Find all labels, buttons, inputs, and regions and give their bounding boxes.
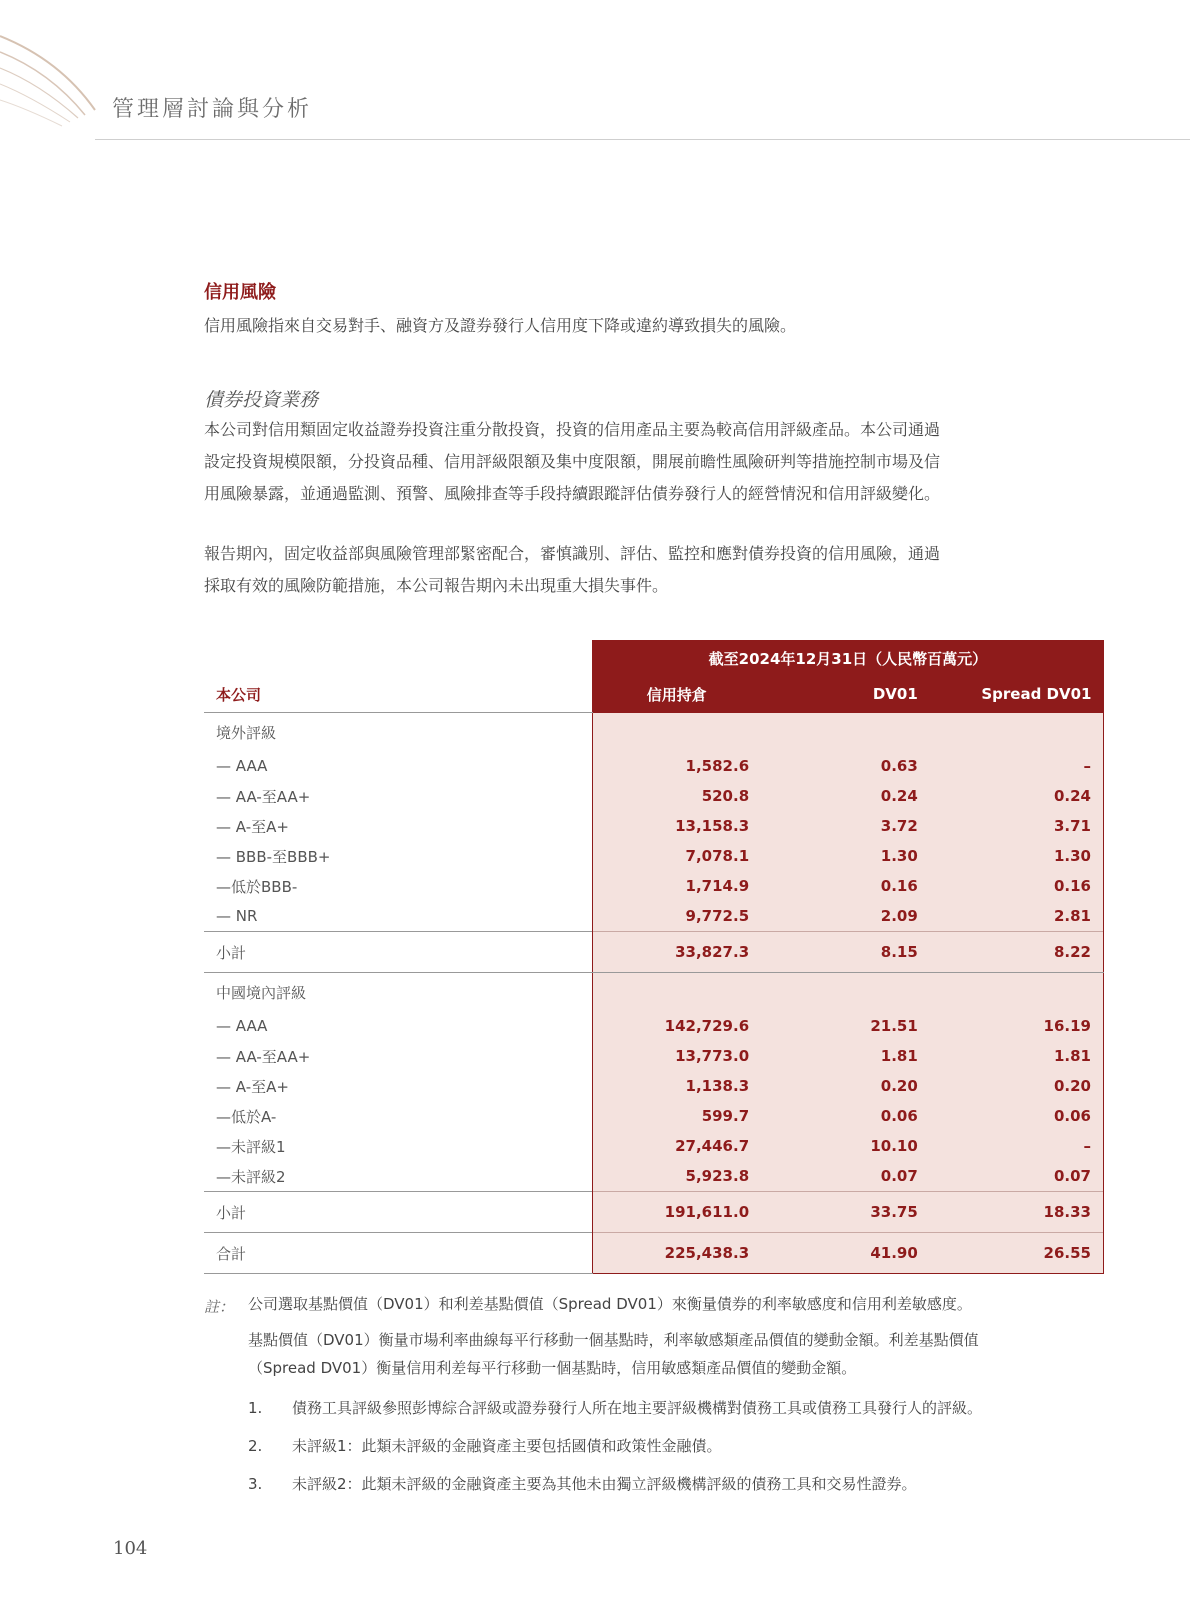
table-row xyxy=(204,871,1104,901)
cell-spread-dv01: 0.20 xyxy=(930,1071,1104,1101)
cell-dv01: 21.51 xyxy=(761,1011,930,1041)
cell-dv01: 0.63 xyxy=(761,751,930,781)
column-header-dv01: DV01 xyxy=(761,676,930,713)
header-divider xyxy=(95,139,1190,140)
cell-credit-position: 1,582.6 xyxy=(592,751,761,781)
cell-dv01: 0.07 xyxy=(761,1161,930,1192)
table-row xyxy=(204,1011,1104,1041)
cell-dv01: 2.09 xyxy=(761,901,930,932)
subsection-paragraph-1 xyxy=(204,414,1104,510)
cell-spread-dv01: 8.22 xyxy=(930,932,1104,973)
table-period-header: 截至2024年12月31日（人民幣百萬元） xyxy=(592,640,1103,676)
cell-credit-position: 520.8 xyxy=(592,781,761,811)
cell-spread-dv01: 0.16 xyxy=(930,871,1104,901)
cell-spread-dv01: – xyxy=(930,751,1104,781)
row-label: — AAA xyxy=(216,1017,268,1035)
note-number: 2. xyxy=(248,1437,263,1455)
cell-credit-position: 1,714.9 xyxy=(592,871,761,901)
table-row xyxy=(204,1161,1104,1192)
row-label: —未評級1 xyxy=(216,1137,286,1156)
cell-spread-dv01: 0.06 xyxy=(930,1101,1104,1131)
table-row xyxy=(204,1101,1104,1131)
table-row xyxy=(204,781,1104,811)
row-label: — AA-至AA+ xyxy=(216,787,311,806)
cell-dv01: 3.72 xyxy=(761,811,930,841)
cell-credit-position: 599.7 xyxy=(592,1101,761,1131)
cell-spread-dv01: 0.07 xyxy=(930,1161,1104,1192)
group-label-domestic: 中國境內評級 xyxy=(216,983,307,1002)
page-number: 104 xyxy=(113,1538,148,1559)
row-label: — A-至A+ xyxy=(216,1077,289,1096)
table-row xyxy=(204,1071,1104,1101)
cell-spread-dv01: 2.81 xyxy=(930,901,1104,932)
paragraph-line: 設定投資規模限額，分投資品種、信用評級限額及集中度限額，開展前瞻性風險研判等措施控制市場及信 xyxy=(204,452,941,471)
paragraph-line: 報告期內，固定收益部與風險管理部緊密配合，審慎識別、評估、監控和應對債券投資的信用風險，通過 xyxy=(204,544,941,563)
note-line: （Spread DV01）衡量信用利差每平行移動一個基點時，信用敏感類產品價值的變動金額。 xyxy=(248,1359,857,1377)
credit-exposure-table xyxy=(204,640,1104,1274)
row-label: — AA-至AA+ xyxy=(216,1047,311,1066)
cell-credit-position: 13,773.0 xyxy=(592,1041,761,1071)
cell-dv01: 41.90 xyxy=(761,1233,930,1274)
cell-dv01: 1.81 xyxy=(761,1041,930,1071)
page-header-title: 管理層討論與分析 xyxy=(112,97,313,122)
cell-credit-position: 142,729.6 xyxy=(592,1011,761,1041)
cell-credit-position: 225,438.3 xyxy=(592,1233,761,1274)
subtotal-label: 小計 xyxy=(204,1192,592,1233)
cell-spread-dv01: 16.19 xyxy=(930,1011,1104,1041)
cell-dv01: 1.30 xyxy=(761,841,930,871)
subtotal-row xyxy=(204,1192,1104,1233)
cell-spread-dv01: 18.33 xyxy=(930,1192,1104,1233)
section-title: 信用風險 xyxy=(204,282,276,303)
cell-credit-position: 13,158.3 xyxy=(592,811,761,841)
column-header-credit-position: 信用持倉 xyxy=(592,676,761,713)
cell-credit-position: 27,446.7 xyxy=(592,1131,761,1161)
cell-credit-position: 33,827.3 xyxy=(592,932,761,973)
cell-credit-position: 5,923.8 xyxy=(592,1161,761,1192)
cell-dv01: 8.15 xyxy=(761,932,930,973)
total-row xyxy=(204,1233,1104,1274)
table-row xyxy=(204,901,1104,932)
subtotal-label: 小計 xyxy=(204,932,592,973)
cell-dv01: 10.10 xyxy=(761,1131,930,1161)
cell-spread-dv01: – xyxy=(930,1131,1104,1161)
cell-dv01: 33.75 xyxy=(761,1192,930,1233)
row-label: —未評級2 xyxy=(216,1167,286,1186)
header-arc-decoration xyxy=(0,0,120,150)
row-label: —低於A- xyxy=(216,1107,277,1126)
cell-spread-dv01: 1.81 xyxy=(930,1041,1104,1071)
group-label-overseas: 境外評級 xyxy=(216,723,277,742)
table-company-label: 本公司 xyxy=(204,676,592,713)
table-row xyxy=(204,751,1104,781)
row-label: — A-至A+ xyxy=(216,817,289,836)
total-label: 合計 xyxy=(204,1233,592,1274)
note-text: 未評級2：此類未評級的金融資產主要為其他未由獨立評級機構評級的債務工具和交易性證券。 xyxy=(292,1475,917,1493)
row-label: — AAA xyxy=(216,757,268,775)
cell-spread-dv01: 0.24 xyxy=(930,781,1104,811)
subtotal-row xyxy=(204,932,1104,973)
row-label: — NR xyxy=(216,907,258,925)
cell-dv01: 0.24 xyxy=(761,781,930,811)
row-label: — BBB-至BBB+ xyxy=(216,847,331,866)
cell-dv01: 0.16 xyxy=(761,871,930,901)
cell-spread-dv01: 3.71 xyxy=(930,811,1104,841)
note-text: 債務工具評級參照彭博綜合評級或證券發行人所在地主要評級機構對債務工具或債務工具發行人的評級。 xyxy=(292,1399,983,1417)
cell-spread-dv01: 26.55 xyxy=(930,1233,1104,1274)
note-number: 3. xyxy=(248,1475,263,1493)
paragraph-line: 用風險暴露，並通過監測、預警、風險排查等手段持續跟蹤評估債券發行人的經營情況和信用評級變化。 xyxy=(204,484,941,503)
cell-dv01: 0.06 xyxy=(761,1101,930,1131)
subsection-paragraph-2 xyxy=(204,538,1104,602)
paragraph-line: 採取有效的風險防範措施，本公司報告期內未出現重大損失事件。 xyxy=(204,576,669,595)
paragraph-line: 本公司對信用類固定收益證券投資注重分散投資，投資的信用產品主要為較高信用評級產品。本公司通過 xyxy=(204,420,941,439)
notes-label: 註： xyxy=(204,1298,235,1316)
subsection-title: 債券投資業務 xyxy=(204,389,319,411)
cell-credit-position: 7,078.1 xyxy=(592,841,761,871)
cell-dv01: 0.20 xyxy=(761,1071,930,1101)
cell-spread-dv01: 1.30 xyxy=(930,841,1104,871)
note-text: 未評級1：此類未評級的金融資產主要包括國債和政策性金融債。 xyxy=(292,1437,722,1455)
section-intro: 信用風險指來自交易對手、融資方及證券發行人信用度下降或違約導致損失的風險。 xyxy=(204,316,797,335)
cell-credit-position: 1,138.3 xyxy=(592,1071,761,1101)
cell-credit-position: 9,772.5 xyxy=(592,901,761,932)
note-line: 公司選取基點價值（DV01）和利差基點價值（Spread DV01）來衡量債券的利率敏感度和信用利差敏感度。 xyxy=(248,1295,972,1313)
note-line: 基點價值（DV01）衡量市場利率曲線每平行移動一個基點時，利率敏感類產品價值的變動金額。利差基點價值 xyxy=(248,1331,979,1349)
note-number: 1. xyxy=(248,1399,263,1417)
column-header-spread-dv01: Spread DV01 xyxy=(930,676,1104,713)
table-row xyxy=(204,841,1104,871)
table-row xyxy=(204,1041,1104,1071)
table-row xyxy=(204,811,1104,841)
cell-credit-position: 191,611.0 xyxy=(592,1192,761,1233)
table-row xyxy=(204,1131,1104,1161)
row-label: —低於BBB- xyxy=(216,877,298,896)
